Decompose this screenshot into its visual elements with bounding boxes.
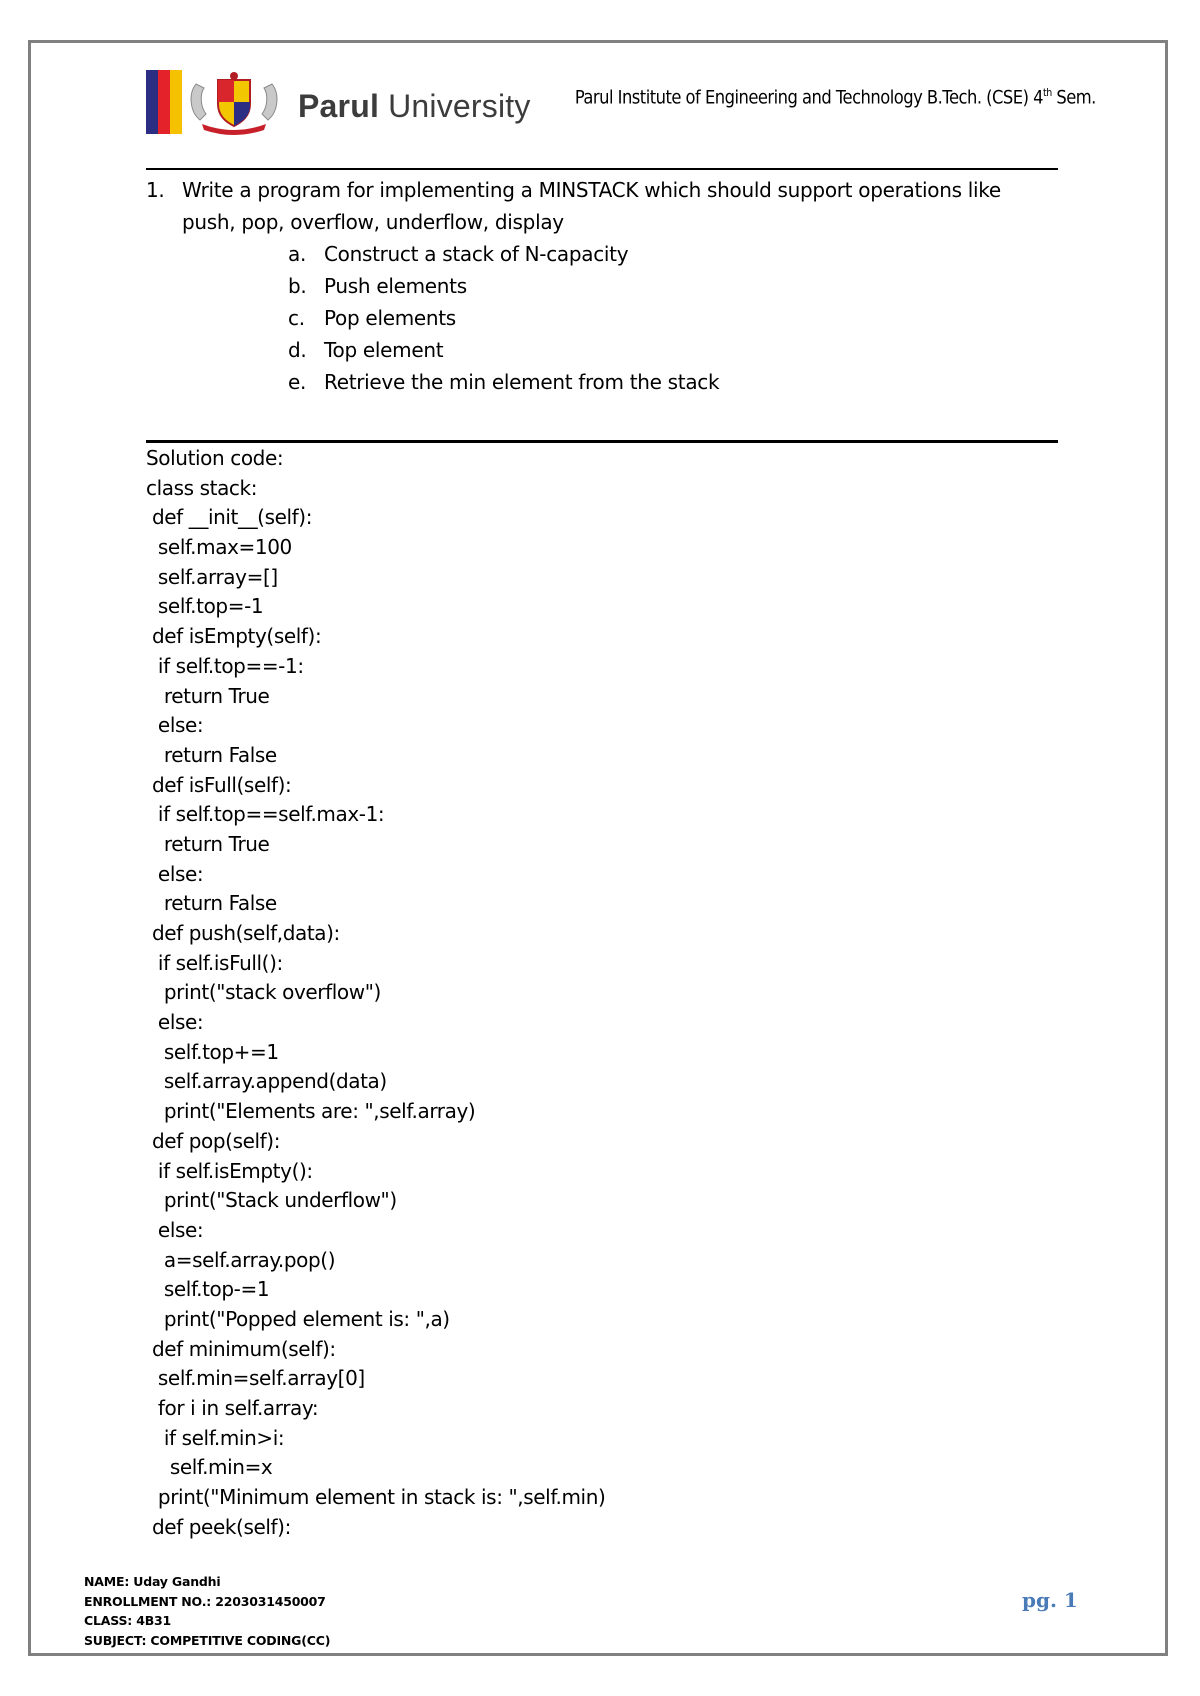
page-header: [146, 70, 1096, 140]
brand-rest: University: [379, 88, 531, 124]
logo-color-bars: [146, 70, 182, 134]
code-line: if self.top==-1:: [146, 653, 304, 678]
top-divider: [146, 168, 1058, 170]
code-line: print("Popped element is: ",a): [146, 1306, 450, 1331]
code-line: print("Stack underflow"): [146, 1188, 397, 1213]
code-line: if self.min>i:: [146, 1425, 285, 1450]
subitem-text: Top element: [324, 338, 444, 362]
code-line: if self.isFull():: [146, 950, 283, 975]
page-number: pg. 1: [1022, 1588, 1078, 1612]
code-line: self.min=self.array[0]: [146, 1366, 365, 1391]
institute-program: [575, 86, 1096, 108]
subitem-text: Pop elements: [324, 306, 456, 330]
code-line: class stack:: [146, 475, 258, 500]
section-divider: [146, 440, 1058, 443]
code-line: def push(self,data):: [146, 921, 340, 945]
code-listing: [146, 474, 1046, 1543]
question-subitem: [288, 334, 1046, 366]
code-line: print("Minimum element in stack is: ",self.min): [146, 1485, 606, 1510]
subitem-letter: e.: [288, 370, 307, 394]
code-line: else:: [146, 1010, 204, 1035]
subitem-text: Construct a stack of N-capacity: [324, 242, 629, 266]
code-line: for i in self.array:: [146, 1396, 319, 1420]
code-line: else:: [146, 713, 204, 738]
code-line: return False: [146, 891, 277, 916]
code-line: if self.top==self.max-1:: [146, 802, 385, 827]
solution-block: [146, 444, 1046, 1542]
question-subitem: [288, 366, 1046, 398]
student-name: NAME: Uday Gandhi: [84, 1574, 221, 1589]
enrollment-number: ENROLLMENT NO.: 2203031450007: [84, 1593, 326, 1609]
question-subitem: [288, 270, 1046, 302]
university-brand: [298, 88, 531, 125]
code-line: def isFull(self):: [146, 772, 292, 797]
institute-text: Parul Institute of Engineering and Technology B.Tech. (CSE) 4: [574, 86, 1044, 109]
code-line: def isEmpty(self):: [146, 624, 322, 649]
code-line: def minimum(self):: [146, 1336, 336, 1361]
code-line: def pop(self):: [146, 1128, 281, 1153]
solution-heading: Solution code:: [146, 446, 284, 470]
question-block: [146, 174, 1046, 398]
institute-tail: Sem.: [1051, 86, 1096, 109]
subitem-letter: c.: [288, 306, 305, 330]
question-subitem: [288, 302, 1046, 334]
code-line: print("stack overflow"): [146, 980, 381, 1005]
code-line: self.array=[]: [146, 564, 278, 589]
logo-bar-blue: [146, 70, 158, 134]
code-line: self.min=x: [146, 1455, 273, 1480]
code-line: else:: [146, 1217, 204, 1242]
question-subitems: [146, 238, 1046, 398]
code-line: self.array.append(data): [146, 1069, 387, 1094]
subitem-letter: b.: [288, 274, 307, 298]
code-line: print("Elements are: ",self.array): [146, 1099, 476, 1124]
code-line: return False: [146, 742, 277, 767]
code-line: self.top+=1: [146, 1039, 279, 1064]
code-line: self.top=-1: [146, 594, 264, 619]
brand-bold: Parul: [298, 88, 380, 124]
code-line: self.top-=1: [146, 1277, 270, 1302]
code-line: else:: [146, 861, 204, 886]
class-info: CLASS: 4B31: [84, 1613, 172, 1628]
subitem-text: Retrieve the min element from the stack: [324, 370, 720, 394]
code-line: self.max=100: [146, 535, 292, 560]
institute-superscript: th: [1043, 86, 1052, 99]
subitem-letter: a.: [288, 242, 307, 266]
question-subitem: [288, 238, 1046, 270]
question-text: Write a program for implementing a MINSTACK which should support operations like push, pop, overflow, underflow, display: [182, 178, 1001, 234]
university-crest-icon: [184, 70, 284, 136]
code-line: return True: [146, 683, 270, 708]
code-line: def __init__(self):: [146, 505, 313, 530]
code-line: def peek(self):: [146, 1514, 291, 1539]
code-line: a=self.array.pop(): [146, 1247, 336, 1272]
question-number: 1.: [146, 178, 165, 202]
subitem-text: Push elements: [324, 274, 467, 298]
logo-bar-red: [158, 70, 170, 134]
student-info: [84, 1572, 330, 1650]
logo-bar-yellow: [170, 70, 182, 134]
subject-info: SUBJECT: COMPETITIVE CODING(CC): [84, 1632, 331, 1648]
code-line: if self.isEmpty():: [146, 1158, 313, 1183]
code-line: return True: [146, 831, 270, 856]
subitem-letter: d.: [288, 338, 307, 362]
